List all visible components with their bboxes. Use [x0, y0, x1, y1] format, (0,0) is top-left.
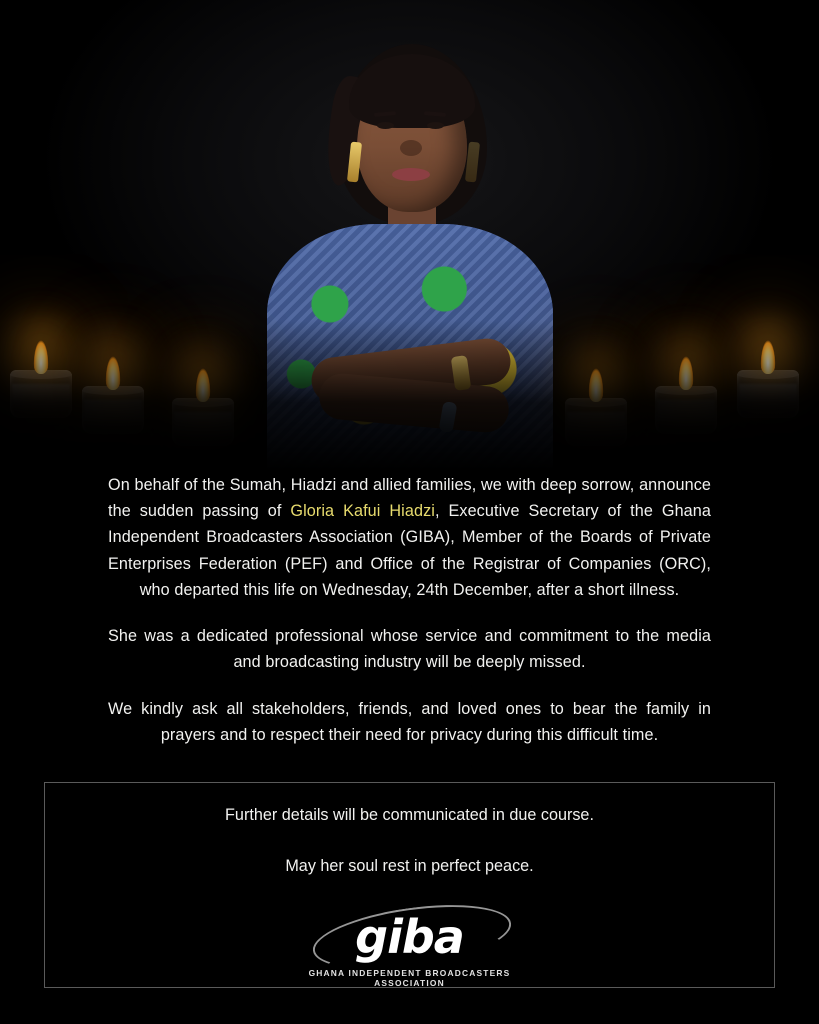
logo-subtitle: GHANA INDEPENDENT BROADCASTERS ASSOCIATION: [308, 968, 511, 988]
footer-text-block: [45, 803, 774, 905]
paragraph-1-intro: On behalf of the Sumah, Hiadzi and allied families, we with deep sorrow, announce the sudden passing of: [108, 476, 711, 521]
announcement-paragraph-3: We kindly ask all stakeholders, friends, and loved ones to bear the family in prayers and to respect their need for privacy during this difficult time.: [108, 699, 711, 744]
nose-shape: [400, 140, 422, 156]
eye-left: [377, 122, 394, 129]
logo-mark: [312, 904, 508, 966]
announcement-paragraph-1: [108, 472, 711, 603]
deceased-name: Gloria Kafui Hiadzi: [290, 502, 435, 521]
giba-logo: [295, 904, 525, 988]
paragraph-1-rest: , Executive Secretary of the Ghana Independent Broadcasters Association (GIBA), Member of the Boards of Private Enterprises Federation (PEF) and Office of the Registrar of Companies (ORC), who departed this life on Wednesday, 24th December, after a short illness.: [108, 502, 711, 599]
portrait-area: [0, 0, 819, 470]
bottom-fade-gradient: [0, 320, 819, 470]
announcement-paragraph-2: She was a dedicated professional whose service and commitment to the media and broadcasting industry will be deeply missed.: [108, 627, 711, 672]
announcement-text-block: [0, 472, 819, 768]
lips-shape: [392, 168, 430, 181]
logo-wordmark: giba: [355, 910, 464, 964]
eye-right: [427, 122, 444, 129]
footer-line-1: Further details will be communicated in due course.: [225, 806, 594, 824]
footer-line-2: May her soul rest in perfect peace.: [285, 857, 534, 876]
